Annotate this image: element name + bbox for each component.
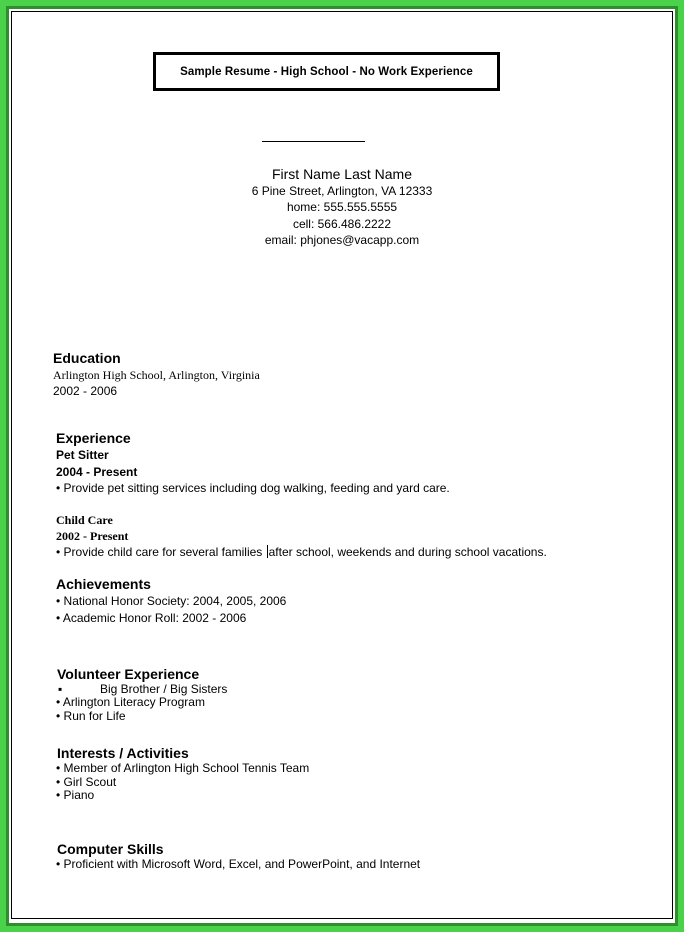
computer-skill-item: • Proficient with Microsoft Word, Excel, and PowerPoint, and Internet <box>56 857 421 871</box>
achievement-item: • National Honor Society: 2004, 2005, 2006 <box>56 594 287 608</box>
job-dates-pet-sitter: 2004 - Present <box>56 465 138 479</box>
email: email: phjones@vacapp.com <box>264 233 420 247</box>
job-bullet-child-care-part2: after school, weekends and during school vacations. <box>268 545 547 559</box>
education-years: 2002 - 2006 <box>53 384 118 398</box>
volunteer-bullet-marker: ▪ <box>58 682 63 696</box>
experience-heading: Experience <box>56 430 131 446</box>
interest-item: • Piano <box>56 788 95 802</box>
achievements-heading: Achievements <box>56 576 151 592</box>
interest-item: • Girl Scout <box>56 775 117 789</box>
job-dates-child-care: 2002 - Present <box>56 529 129 543</box>
address: 6 Pine Street, Arlington, VA 12333 <box>251 184 433 198</box>
job-title-child-care: Child Care <box>56 513 113 527</box>
volunteer-item: Big Brother / Big Sisters <box>100 682 228 696</box>
job-title-pet-sitter: Pet Sitter <box>56 448 109 462</box>
job-bullet-child-care <box>56 545 547 559</box>
volunteer-item: • Arlington Literacy Program <box>56 695 205 709</box>
home-phone: home: 555.555.5555 <box>286 200 398 214</box>
education-school: Arlington High School, Arlington, Virginia <box>53 368 260 382</box>
volunteer-item: • Run for Life <box>56 709 126 723</box>
job-bullet-child-care-part1: • Provide child care for several families <box>56 545 266 559</box>
job-bullet-pet-sitter: • Provide pet sitting services including dog walking, feeding and yard care. <box>56 481 450 495</box>
interests-heading: Interests / Activities <box>57 745 189 761</box>
resume-name: First Name Last Name <box>271 166 413 182</box>
document-title: Sample Resume - High School - No Work Experience <box>153 52 500 91</box>
achievement-item: • Academic Honor Roll: 2002 - 2006 <box>56 611 247 625</box>
computer-skills-heading: Computer Skills <box>57 841 164 857</box>
interest-item: • Member of Arlington High School Tennis Team <box>56 761 310 775</box>
volunteer-heading: Volunteer Experience <box>57 666 200 682</box>
text-cursor <box>267 545 268 558</box>
signature-line <box>262 141 365 142</box>
cell-phone: cell: 566.486.2222 <box>292 217 392 231</box>
education-heading: Education <box>53 350 121 366</box>
